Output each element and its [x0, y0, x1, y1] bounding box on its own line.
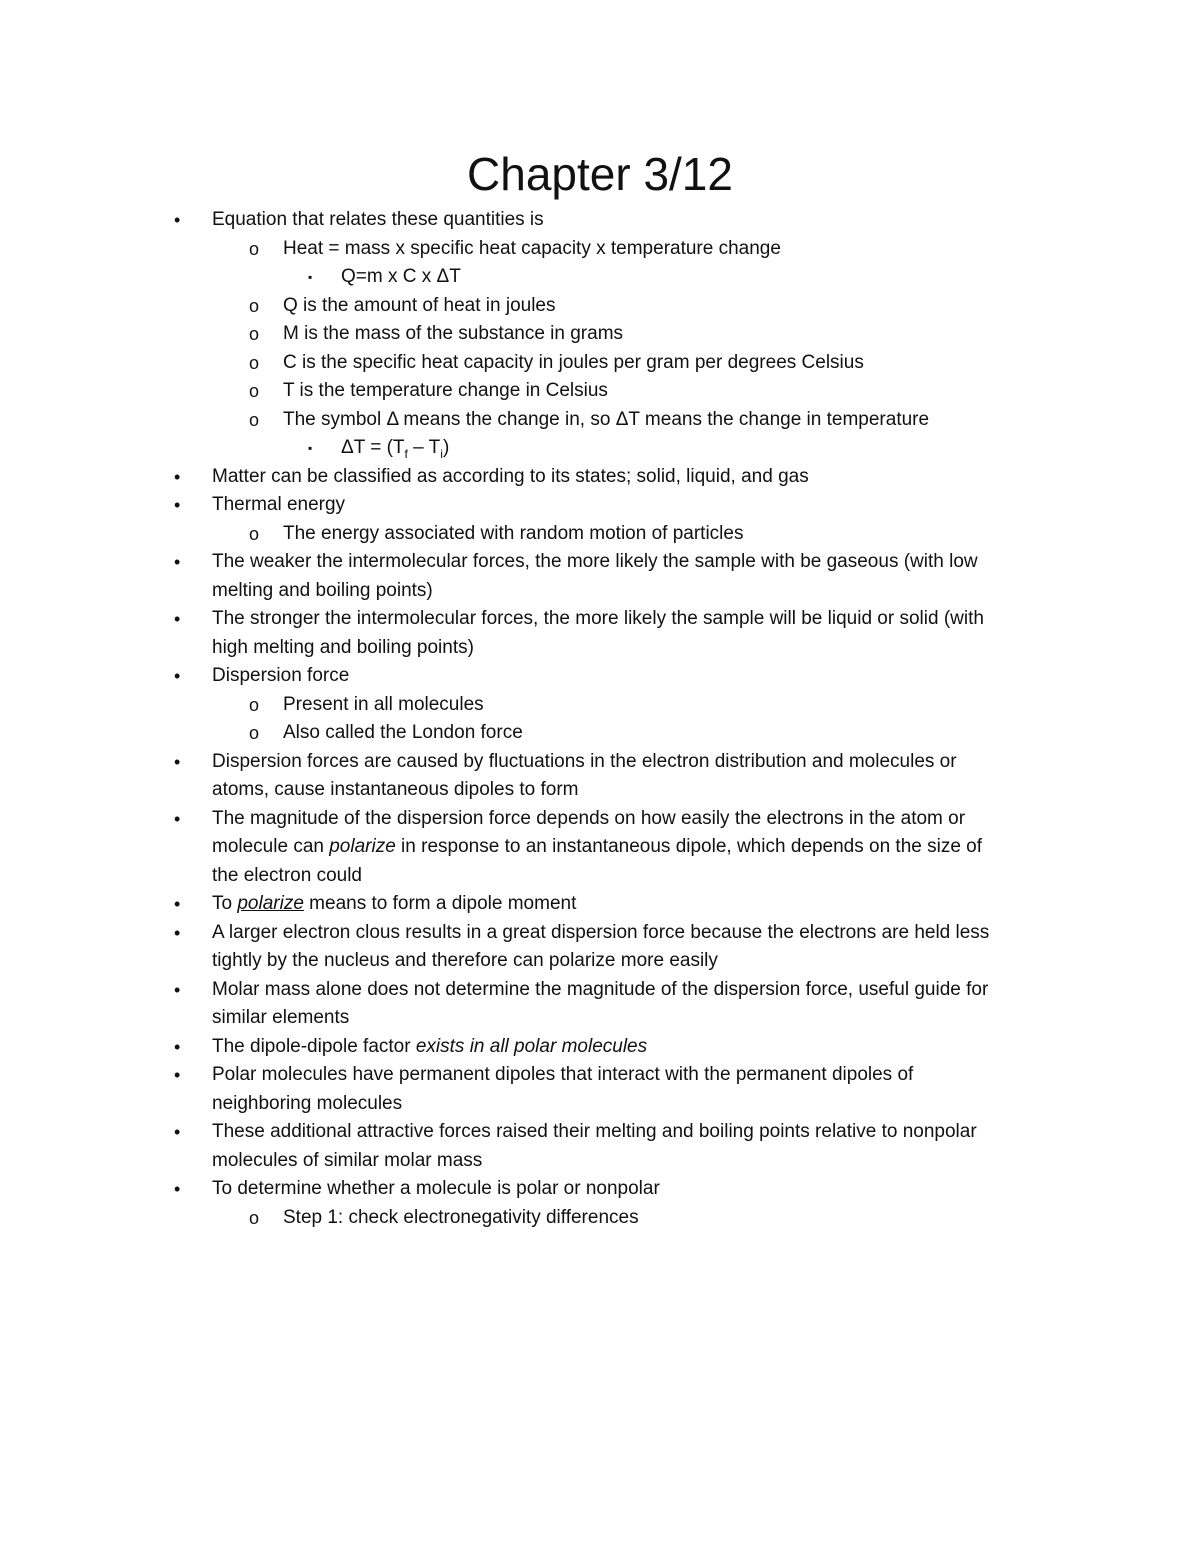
sub-list-item [0, 520, 1200, 549]
list-item [0, 976, 1200, 1005]
item-text: Molar mass alone does not determine the magnitude of the dispersion force, useful guide for [212, 978, 989, 1000]
item-continuation: the electron could [212, 864, 362, 886]
equation-text: Q=m x C x ΔT [341, 266, 461, 287]
sub-list-item [0, 406, 1200, 435]
item-continuation: similar elements [212, 1007, 350, 1028]
equation-part: ) [442, 437, 450, 458]
bullet-marker: • [174, 1065, 181, 1085]
list-item [0, 206, 1200, 235]
item-continuation: melting and boiling points) [212, 579, 433, 601]
equation-part: – T [407, 437, 441, 458]
bullet-marker: • [174, 1036, 181, 1057]
circle-marker: o [249, 381, 260, 401]
list-item [0, 662, 1200, 691]
bullet-marker: • [174, 922, 181, 943]
item-text: Thermal energy [212, 494, 346, 515]
list-item [0, 1061, 1200, 1090]
item-text: M is the mass of the substance in grams [283, 323, 624, 344]
item-text: Present in all molecules [283, 693, 484, 715]
item-text: Dispersion forces are caused by fluctuations in the electron distribution and molecules or [212, 750, 957, 772]
list-item [0, 491, 1200, 520]
text-run: The dipole-dipole factor [212, 1035, 416, 1057]
list-item [0, 748, 1200, 777]
text-run: in response to an instantaneous dipole, which depends on the size of [395, 836, 983, 857]
underlined-term: polarize [237, 893, 304, 914]
item-text: The energy associated with random motion of particles [283, 522, 744, 544]
subscript-final: f [404, 446, 408, 461]
text-run: To [212, 893, 238, 914]
item-text: Dispersion force [212, 665, 350, 686]
bullet-marker: • [174, 751, 181, 772]
list-item [0, 548, 1200, 577]
sub-list-item [0, 320, 1200, 349]
sub-sub-list-item [0, 263, 1200, 292]
bullet-marker: • [174, 894, 181, 914]
sub-sub-list-item [0, 434, 1200, 463]
item-text: Step 1: check electronegativity differences [283, 1206, 639, 1228]
bullet-marker: • [174, 552, 181, 572]
list-item [0, 1118, 1200, 1147]
bullet-marker: • [174, 666, 181, 686]
sub-list-item [0, 1204, 1200, 1233]
item-text: Polar molecules have permanent dipoles that interact with the permanent dipoles of [212, 1064, 914, 1085]
item-continuation: molecules of similar molar mass [212, 1149, 483, 1171]
list-item [0, 805, 1200, 834]
square-marker: ▪ [308, 270, 313, 284]
text-run: means to form a dipole moment [303, 893, 577, 914]
equation-part: ΔT = (T [341, 437, 405, 458]
sub-list-item [0, 691, 1200, 720]
item-continuation: atoms, cause instantaneous dipoles to form [212, 779, 579, 800]
sub-list-item [0, 349, 1200, 378]
circle-marker: o [249, 723, 260, 743]
sub-list-item [0, 292, 1200, 321]
list-item [0, 890, 1200, 919]
bullet-marker: • [174, 808, 181, 829]
item-text: These additional attractive forces raised their melting and boiling points relative to nonpolar [212, 1121, 977, 1142]
list-item [0, 1033, 1200, 1062]
item-text: The weaker the intermolecular forces, the more likely the sample with be gaseous (with low [212, 551, 978, 572]
item-text: T is the temperature change in Celsius [283, 380, 608, 401]
item-text: Matter can be classified as according to its states; solid, liquid, and gas [212, 465, 809, 487]
item-text: Heat = mass x specific heat capacity x temperature change [283, 237, 781, 259]
sub-list-item [0, 235, 1200, 264]
item-continuation: tightly by the nucleus and therefore can polarize more easily [212, 950, 718, 971]
italic-phrase: exists in all polar molecules [415, 1035, 648, 1057]
page-title: Chapter 3/12 [467, 148, 733, 200]
circle-marker: o [249, 1207, 260, 1228]
circle-marker: o [249, 324, 260, 344]
circle-marker: o [249, 694, 260, 715]
item-text: The symbol Δ means the change in, so ΔT means the change in temperature [283, 408, 930, 430]
sub-list-item [0, 377, 1200, 406]
item-text: The magnitude of the dispersion force depends on how easily the electrons in the atom or [212, 807, 966, 829]
circle-marker: o [249, 352, 260, 373]
square-marker: ▪ [308, 441, 313, 455]
equation-text [341, 437, 450, 461]
bullet-marker: • [174, 1179, 181, 1199]
item-text: Also called the London force [283, 722, 523, 743]
item-text [212, 1036, 647, 1057]
text-run: molecule can [212, 836, 330, 857]
bullet-marker: • [174, 466, 181, 487]
item-text [212, 893, 576, 914]
list-item [0, 1175, 1200, 1204]
notes-list [0, 206, 1200, 1232]
item-text: C is the specific heat capacity in joules per gram per degrees Celsius [283, 351, 864, 373]
circle-marker: o [249, 523, 260, 544]
item-text: The stronger the intermolecular forces, the more likely the sample will be liquid or solid (with [212, 608, 984, 629]
sub-list-item [0, 719, 1200, 748]
item-text: A larger electron clous results in a great dispersion force because the electrons are held less [212, 921, 990, 943]
bullet-marker: • [174, 210, 181, 230]
item-text: To determine whether a molecule is polar or nonpolar [212, 1178, 660, 1199]
subscript-initial: i [440, 446, 443, 461]
italic-term: polarize [329, 836, 396, 857]
item-continuation: neighboring molecules [212, 1092, 403, 1114]
circle-marker: o [249, 409, 260, 430]
list-item [0, 463, 1200, 492]
circle-marker: o [249, 295, 260, 316]
bullet-marker: • [174, 609, 181, 629]
list-item [0, 919, 1200, 948]
circle-marker: o [249, 238, 260, 259]
bullet-marker: • [174, 495, 181, 515]
item-text: Q is the amount of heat in joules [283, 294, 556, 316]
item-continuation: high melting and boiling points) [212, 636, 474, 658]
list-item [0, 605, 1200, 634]
item-continuation [0, 833, 1200, 862]
bullet-marker: • [174, 1122, 181, 1142]
bullet-marker: • [174, 979, 181, 1000]
item-text: Equation that relates these quantities is [212, 209, 544, 230]
